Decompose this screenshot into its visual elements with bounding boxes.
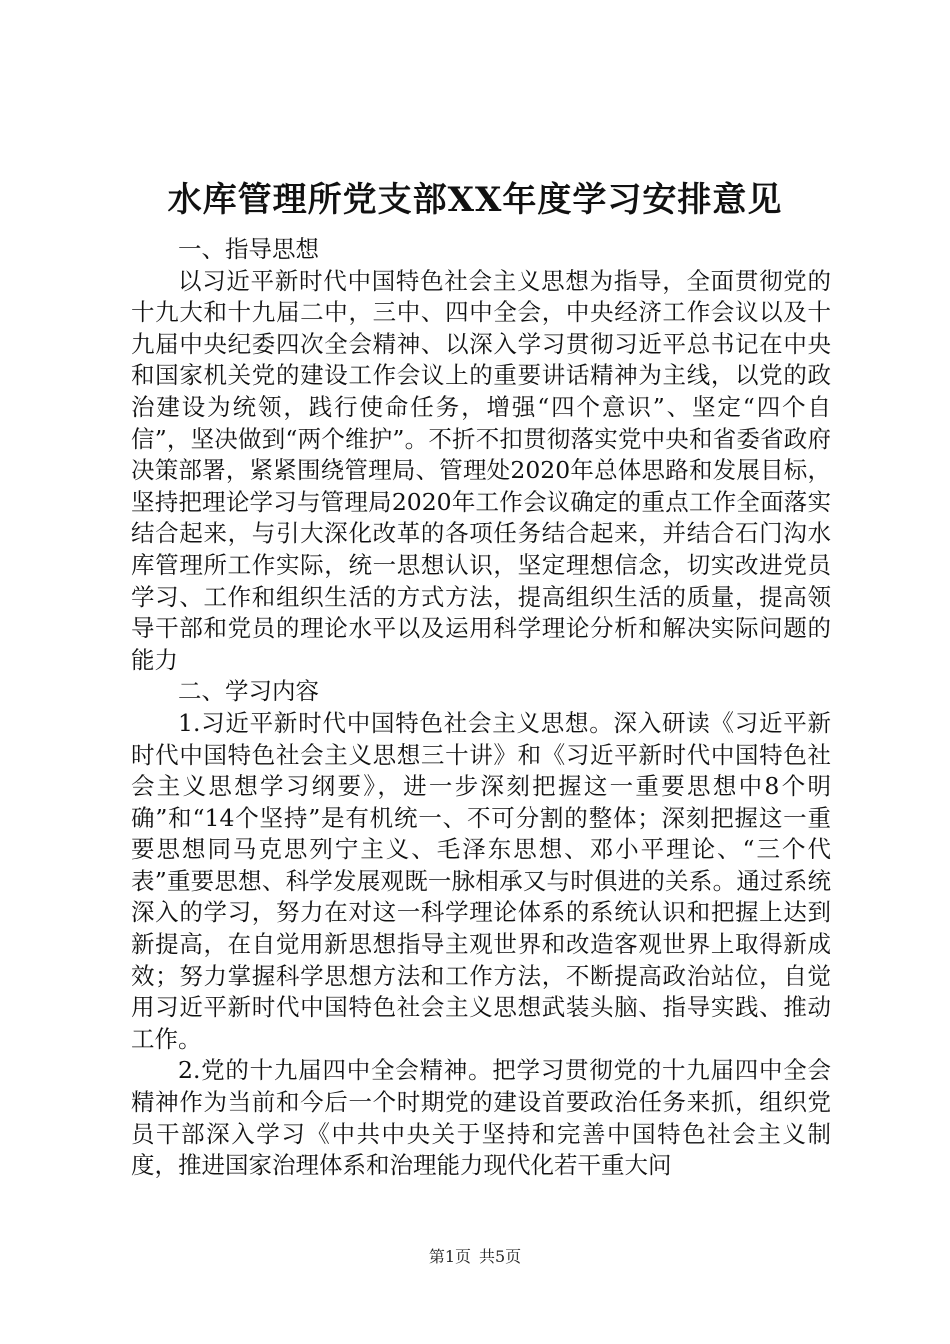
page-total: 共5页	[479, 1247, 522, 1266]
page-number: 第1页	[428, 1247, 471, 1266]
document-title: 水库管理所党支部XX年度学习安排意见	[167, 180, 783, 220]
document-body	[131, 234, 831, 1182]
paragraph-study-item-2: 2.党的十九届四中全会精神。把学习贯彻党的十九届四中全会精神作为当前和今后一个时期党的建设首要政治任务来抓，组织党员干部深入学习《中共中央关于坚持和完善中国特色社会主义制度，推进国家治理体系和治理能力现代化若干重大问	[131, 1056, 831, 1180]
paragraph-guiding-ideology: 以习近平新时代中国特色社会主义思想为指导，全面贯彻党的十九大和十九届二中，三中、四中全会，中央经济工作会议以及十九届中央纪委四次全会精神、以深入学习贯彻习近平总书记在中央和国家机关党的建设工作会议上的重要讲话精神为主线，以党的政治建设为统领，践行使命任务，增强“四个意识”、坚定“四个自信”，坚决做到“两个维护”。不折不扣贯彻落实党中央和省委省政府决策部署，紧紧围绕管理局、管理处2020年总体思路和发展目标，坚持把理论学习与管理局2020年工作会议确定的重点工作全面落实结合起来，与引大深化改革的各项任务结合起来，并结合石门沟水库管理所工作实际，统一思想认识，坚定理想信念，切实改进党员学习、工作和组织生活的方式方法，提高组织生活的质量，提高领导干部和党员的理论水平以及运用科学理论分析和解决实际问题的能力	[131, 266, 831, 674]
page-footer	[0, 1247, 950, 1267]
section-heading-study-content: 二、学习内容	[178, 677, 319, 706]
section-heading-guiding-ideology: 一、指导思想	[178, 235, 319, 263]
paragraph-study-item-1: 1.习近平新时代中国特色社会主义思想。深入研读《习近平新时代中国特色社会主义思想三十讲》和《习近平新时代中国特色社会主义思想学习纲要》，进一步深刻把握这一重要思想中8个明确”和“14个坚持”是有机统一、不可分割的整体；深刻把握这一重要思想同马克思列宁主义、毛泽东思想、邓小平理论、“三个代表”重要思想、科学发展观既一脉相承又与时俱进的关系。通过系统深入的学习，努力在对这一科学理论体系的系统认识和把握上达到新提高，在自觉用新思想指导主观世界和改造客观世界上取得新成效；努力掌握科学思想方法和工作方法，不断提高政治站位，自觉用习近平新时代中国特色社会主义思想武装头脑、指导实践、推动工作。	[131, 708, 831, 1053]
